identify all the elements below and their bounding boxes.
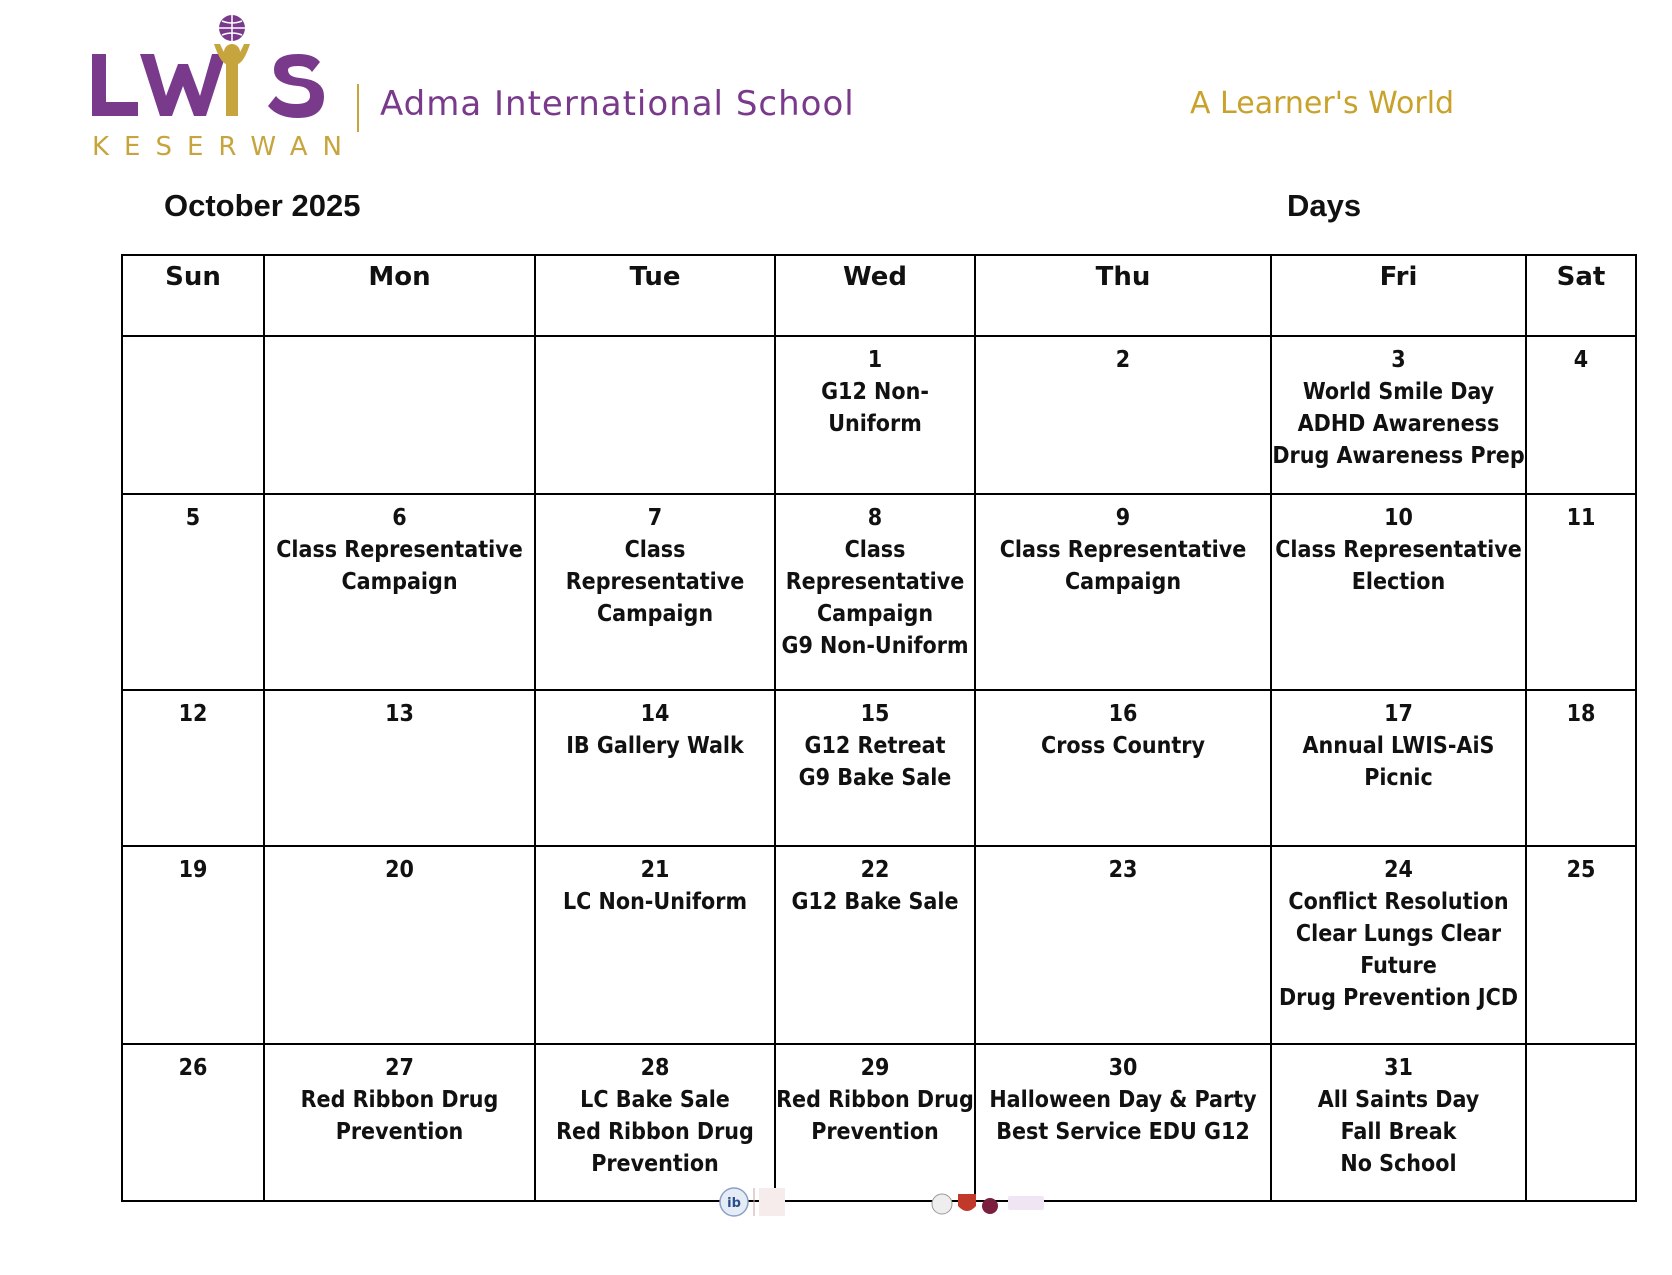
day-number: 16 [1108, 701, 1138, 727]
day-cell [535, 336, 775, 494]
event-label: Class Representative Campaign [276, 537, 523, 595]
day-cell [264, 494, 535, 690]
event-label: G12 Bake Sale [791, 889, 959, 915]
event-label: Red Ribbon Drug Prevention [776, 1087, 974, 1145]
day-cell [975, 846, 1271, 1044]
day-number: 24 [1384, 857, 1413, 883]
day-cell [264, 846, 535, 1044]
event-label: Class Representative Campaign [999, 537, 1247, 595]
week-row [122, 494, 1636, 690]
event-label: Red Ribbon Drug Prevention [556, 1119, 754, 1177]
event-label: Clear Lungs Clear Future [1295, 921, 1502, 979]
event-label: No School [1340, 1151, 1457, 1177]
event-label: Red Ribbon Drug Prevention [300, 1087, 499, 1145]
day-cell [1526, 494, 1636, 690]
day-number: 4 [1573, 347, 1589, 373]
day-number: 17 [1384, 701, 1413, 727]
days-label: Days [1287, 188, 1362, 223]
crest-logo-icon [958, 1194, 976, 1211]
day-number: 27 [385, 1055, 414, 1081]
event-label: LC Bake Sale [580, 1087, 730, 1113]
day-number: 11 [1566, 505, 1596, 531]
week-row [122, 690, 1636, 846]
day-number: 23 [1108, 857, 1138, 883]
day-number: 26 [178, 1055, 208, 1081]
day-number: 28 [640, 1055, 670, 1081]
event-label: Fall Break [1340, 1119, 1457, 1145]
weekday-header: Fri [1271, 255, 1526, 336]
weekday-header: Wed [775, 255, 975, 336]
day-number: 22 [860, 857, 890, 883]
day-cell [775, 690, 975, 846]
day-cell [264, 690, 535, 846]
day-cell [1271, 690, 1526, 846]
event-label: G12 Retreat [804, 733, 946, 759]
day-cell [1526, 336, 1636, 494]
event-label: Class Representative Campaign [565, 537, 745, 627]
day-cell [122, 690, 264, 846]
day-cell [122, 1044, 264, 1201]
day-cell [535, 690, 775, 846]
day-number: 8 [867, 505, 883, 531]
day-cell [122, 494, 264, 690]
event-label: Annual LWIS-AiS Picnic [1302, 733, 1495, 791]
ib-logo-icon [720, 1188, 748, 1216]
day-number: 6 [392, 505, 407, 531]
day-number: 25 [1566, 857, 1596, 883]
day-cell [1271, 336, 1526, 494]
day-cell [535, 494, 775, 690]
day-cell [775, 1044, 975, 1201]
day-number: 31 [1384, 1055, 1413, 1081]
event-label: G9 Non-Uniform [781, 633, 969, 659]
event-label: World Smile Day [1302, 379, 1495, 405]
day-number: 5 [185, 505, 201, 531]
day-number: 29 [860, 1055, 890, 1081]
accreditation-seal-icon [932, 1194, 952, 1214]
day-number: 10 [1384, 505, 1413, 531]
weekday-header: Sun [122, 255, 264, 336]
day-cell [264, 336, 535, 494]
day-number: 18 [1566, 701, 1596, 727]
lwis-logo [88, 14, 357, 164]
day-cell [775, 494, 975, 690]
weekday-header-row [122, 255, 1636, 336]
event-label: Drug Prevention JCD [1279, 985, 1518, 1011]
day-cell [264, 1044, 535, 1201]
week-row [122, 336, 1636, 494]
lwis-small-logo-icon [1008, 1196, 1044, 1210]
day-cell [775, 336, 975, 494]
day-cell [975, 690, 1271, 846]
event-label: G12 Non-Uniform [821, 379, 929, 437]
event-label: Class Representative Election [1275, 537, 1522, 595]
event-label: Conflict Resolution [1288, 889, 1509, 915]
day-number: 19 [178, 857, 208, 883]
day-cell [535, 846, 775, 1044]
day-cell [975, 1044, 1271, 1201]
calendar-table [121, 254, 1637, 1202]
day-number: 20 [385, 857, 414, 883]
weekday-header: Thu [975, 255, 1271, 336]
event-label: All Saints Day [1317, 1087, 1480, 1113]
event-label: Best Service EDU G12 [996, 1119, 1250, 1145]
logo-subtitle: KESERWAN [92, 132, 357, 162]
weekday-header: Sat [1526, 255, 1636, 336]
svg-text:ib: ib [727, 1196, 741, 1211]
event-label: Halloween Day & Party [989, 1087, 1257, 1113]
day-cell [975, 336, 1271, 494]
day-number: 12 [178, 701, 208, 727]
day-number: 14 [640, 701, 670, 727]
day-number: 7 [647, 505, 663, 531]
day-cell [775, 846, 975, 1044]
calendar-body [122, 336, 1636, 1201]
event-label: Drug Awareness Prep [1272, 443, 1525, 469]
event-label: ADHD Awareness [1297, 411, 1500, 437]
day-cell [122, 336, 264, 494]
day-number: 30 [1108, 1055, 1138, 1081]
event-label: IB Gallery Walk [566, 733, 744, 759]
school-name: Adma International School [380, 84, 855, 124]
day-number: 2 [1115, 347, 1131, 373]
month-title: October 2025 [164, 188, 361, 223]
day-cell [1526, 846, 1636, 1044]
sdt-logo-icon [982, 1198, 998, 1214]
day-cell [1271, 1044, 1526, 1201]
weekday-header: Mon [264, 255, 535, 336]
neasc-logo-icon [754, 1188, 785, 1216]
tagline: A Learner's World [1190, 86, 1455, 121]
day-cell [1271, 494, 1526, 690]
day-number: 1 [867, 347, 883, 373]
day-cell [122, 846, 264, 1044]
event-label: G9 Bake Sale [798, 765, 952, 791]
day-cell [975, 494, 1271, 690]
day-cell [535, 1044, 775, 1201]
day-number: 15 [860, 701, 890, 727]
day-cell [1526, 1044, 1636, 1201]
lwis-logo-mark [88, 14, 350, 134]
event-label: LC Non-Uniform [562, 889, 748, 915]
day-number: 3 [1391, 347, 1406, 373]
footer-logos [712, 1184, 1052, 1220]
week-row [122, 846, 1636, 1044]
day-number: 9 [1115, 505, 1131, 531]
day-cell [1271, 846, 1526, 1044]
day-number: 21 [640, 857, 670, 883]
day-cell [1526, 690, 1636, 846]
event-label: Class Representative Campaign [785, 537, 965, 627]
header-divider [357, 84, 359, 132]
event-label: Cross Country [1041, 733, 1205, 759]
weekday-header: Tue [535, 255, 775, 336]
day-number: 13 [385, 701, 414, 727]
week-row [122, 1044, 1636, 1201]
